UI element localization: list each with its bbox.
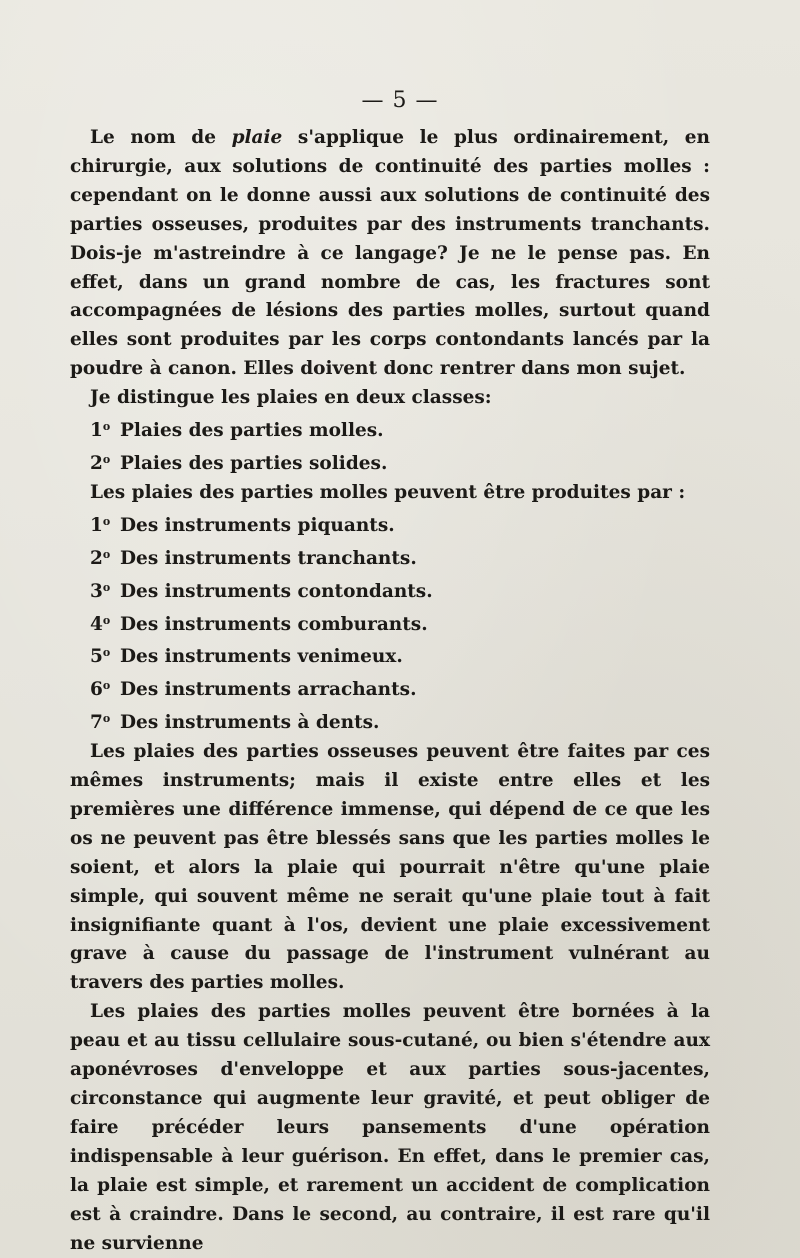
item-text: Des instruments à dents.: [120, 712, 380, 734]
item-number: 6$^o$: [90, 679, 111, 701]
item-number: 3$^o$: [90, 580, 111, 602]
item-number: 5$^o$: [90, 646, 111, 668]
paragraph-definition-rest: s'applique le plus ordinairement, en chirurgie, aux solutions de continuité des parties molles : cependant on le donne aussi aux solutions de continuité des parties osseuses, produites par des instruments tranchants. Dois-je m'astreindre à ce langage? Je ne le pense pas. En effet, dans un grand nombre de cas, les fractures sont accompagnées de lésions des parties molles, surtout quand elles sont produites par les corps contondants lancés par la poudre à canon. Elles doivent donc rentrer dans mon sujet.: [70, 127, 711, 380]
item-text: Des instruments contondants.: [120, 580, 433, 602]
paragraph-soft-tissue-wounds: Les plaies des parties molles peuvent être bornées à la peau et au tissu cellulaire sous-cutané, ou bien s'étendre aux aponévroses d'enveloppe et aux parties sous-jacentes, circonstance qui augmente leur gravité, et peut obliger de faire précéder leurs pansements d'une opération indispensable à leur guérison. En effet, dans le premier cas, la plaie est simple, et rarement un accident de complication est à craindre. Dans le second, au contraire, il est rare qu'il ne survienne: [70, 1001, 710, 1254]
page-number: — 5 —: [361, 88, 439, 113]
list-item: [70, 413, 710, 446]
paragraph-definition: [70, 124, 710, 384]
paragraph-definition-start: Le nom de: [90, 127, 232, 148]
list-item: [70, 639, 710, 672]
list-item: [70, 672, 710, 705]
item-text: Des instruments piquants.: [120, 514, 395, 536]
item-text: Plaies des parties molles.: [120, 420, 384, 442]
list-item: [70, 446, 710, 479]
list-item: [70, 607, 710, 640]
item-number: 2$^o$: [90, 547, 111, 569]
item-text: Des instruments comburants.: [120, 613, 428, 635]
classes-list: [70, 413, 710, 479]
list-item: [70, 574, 710, 607]
item-number: 1$^o$: [90, 420, 111, 442]
item-text: Des instruments arrachants.: [120, 679, 417, 701]
instruments-list: [70, 508, 710, 738]
item-number: 2$^o$: [90, 452, 111, 474]
emphasized-term: plaie: [231, 127, 283, 148]
item-text: Des instruments venimeux.: [120, 646, 403, 668]
list-item: [70, 541, 710, 574]
body-text: [70, 124, 710, 1258]
item-number: 4$^o$: [90, 613, 111, 635]
list-item: [70, 508, 710, 541]
item-number: 1$^o$: [90, 514, 111, 536]
item-text: Plaies des parties solides.: [120, 452, 388, 474]
item-text: Des instruments tranchants.: [120, 547, 417, 569]
paragraph-bone-wounds: Les plaies des parties osseuses peuvent être faites par ces mêmes instruments; mais il existe entre elles et les premières une différence immense, qui dépend de ce que les os ne peuvent pas être blessés sans que les parties molles le soient, et alors la plaie qui pourrait n'être qu'une plaie simple, qui souvent même ne serait qu'une plaie tout à fait insignifiante quant à l'os, devient une plaie excessivement grave à cause du passage de l'instrument vulnérant au travers des parties molles.: [70, 741, 710, 994]
item-number: 7$^o$: [90, 712, 111, 734]
paragraph-classes-intro: Je distingue les plaies en deux classes:: [90, 387, 492, 409]
list-item: [70, 705, 710, 738]
paragraph-instruments-intro: Les plaies des parties molles peuvent être produites par :: [90, 481, 686, 503]
